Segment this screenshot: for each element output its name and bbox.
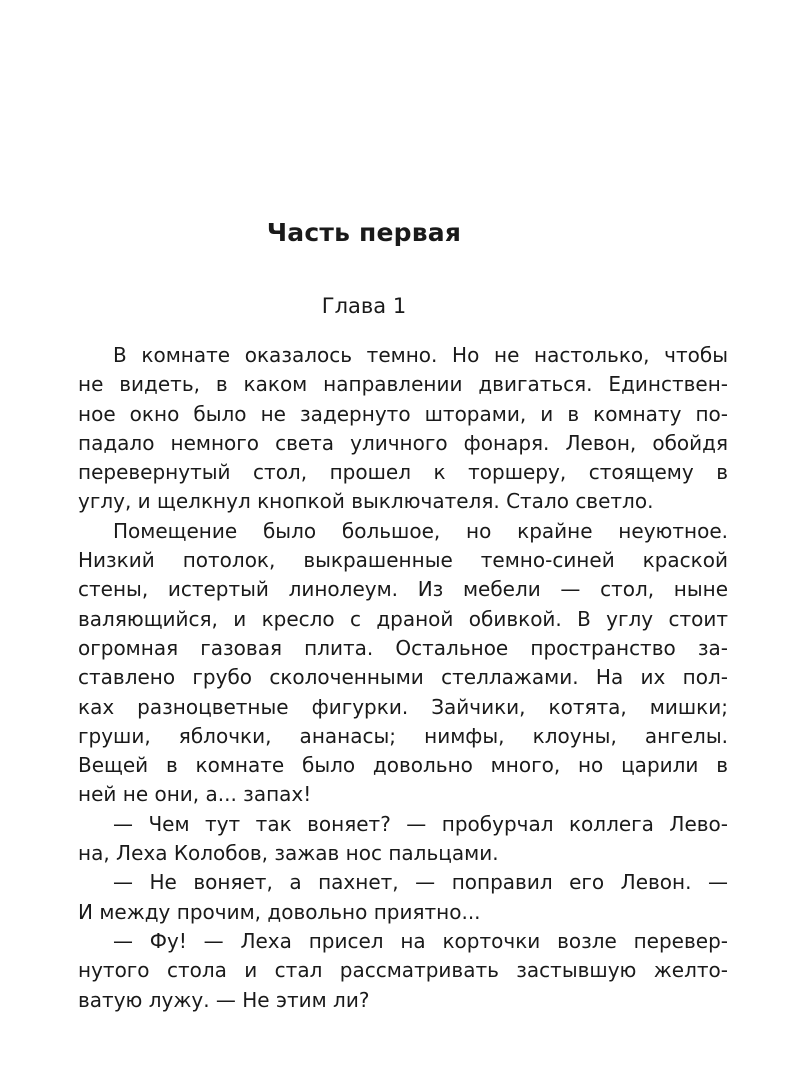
text-line: перевернутый стол, прошел к торшеру, стоящему в xyxy=(78,460,728,485)
text-line: падало немного света уличного фонаря. Левон, обойдя xyxy=(78,430,728,455)
text-line: В комнате оказалось темно. Но не настолько, чтобы xyxy=(113,343,728,367)
part-title: Часть первая xyxy=(266,218,462,247)
text-line: ное окно было не задернуто шторами, и в комнату по- xyxy=(78,401,728,426)
text-line: Помещение было большое, но крайне неуютное. xyxy=(113,518,728,543)
text-line: — Не воняет, а пахнет, — поправил его Левон. — xyxy=(113,870,728,895)
text-line: Вещей в комнате было довольно много, но царили в xyxy=(78,753,728,778)
body-text xyxy=(78,341,728,1015)
text-line: ках разноцветные фигурки. Зайчики, котята, мишки; xyxy=(78,694,728,719)
text-line: груши, яблочки, ананасы; нимфы, клоуны, ангелы. xyxy=(78,723,728,748)
text-line: стены, истертый линолеум. Из мебели — стол, ныне xyxy=(78,577,728,602)
text-line: ватую лужу. — Не этим ли? xyxy=(78,987,370,1012)
text-line: не видеть, в каком направлении двигаться. Единствен- xyxy=(78,372,728,397)
text-line: валяющийся, и кресло с драной обивкой. В углу стоит xyxy=(78,606,728,631)
text-line: нутого стола и стал рассматривать застывшую желто- xyxy=(78,958,728,983)
text-line: — Чем тут так воняет? — пробурчал коллега Лево- xyxy=(113,811,728,836)
text-line: И между прочим, довольно приятно... xyxy=(78,899,481,924)
text-line: ставлено грубо сколоченными стеллажами. На их пол- xyxy=(78,665,728,690)
text-line: Низкий потолок, выкрашенные темно-синей краской xyxy=(78,548,728,573)
chapter-title: Глава 1 xyxy=(321,294,407,318)
text-line: огромная газовая плита. Остальное пространство за- xyxy=(78,635,728,660)
text-line: — Фу! — Леха присел на корточки возле перевер- xyxy=(113,928,728,953)
text-line: углу, и щелкнул кнопкой выключателя. Стало светло. xyxy=(78,489,654,514)
text-line: ней не они, а... запах! xyxy=(78,782,312,807)
text-line: на, Леха Колобов, зажав нос пальцами. xyxy=(78,841,499,866)
